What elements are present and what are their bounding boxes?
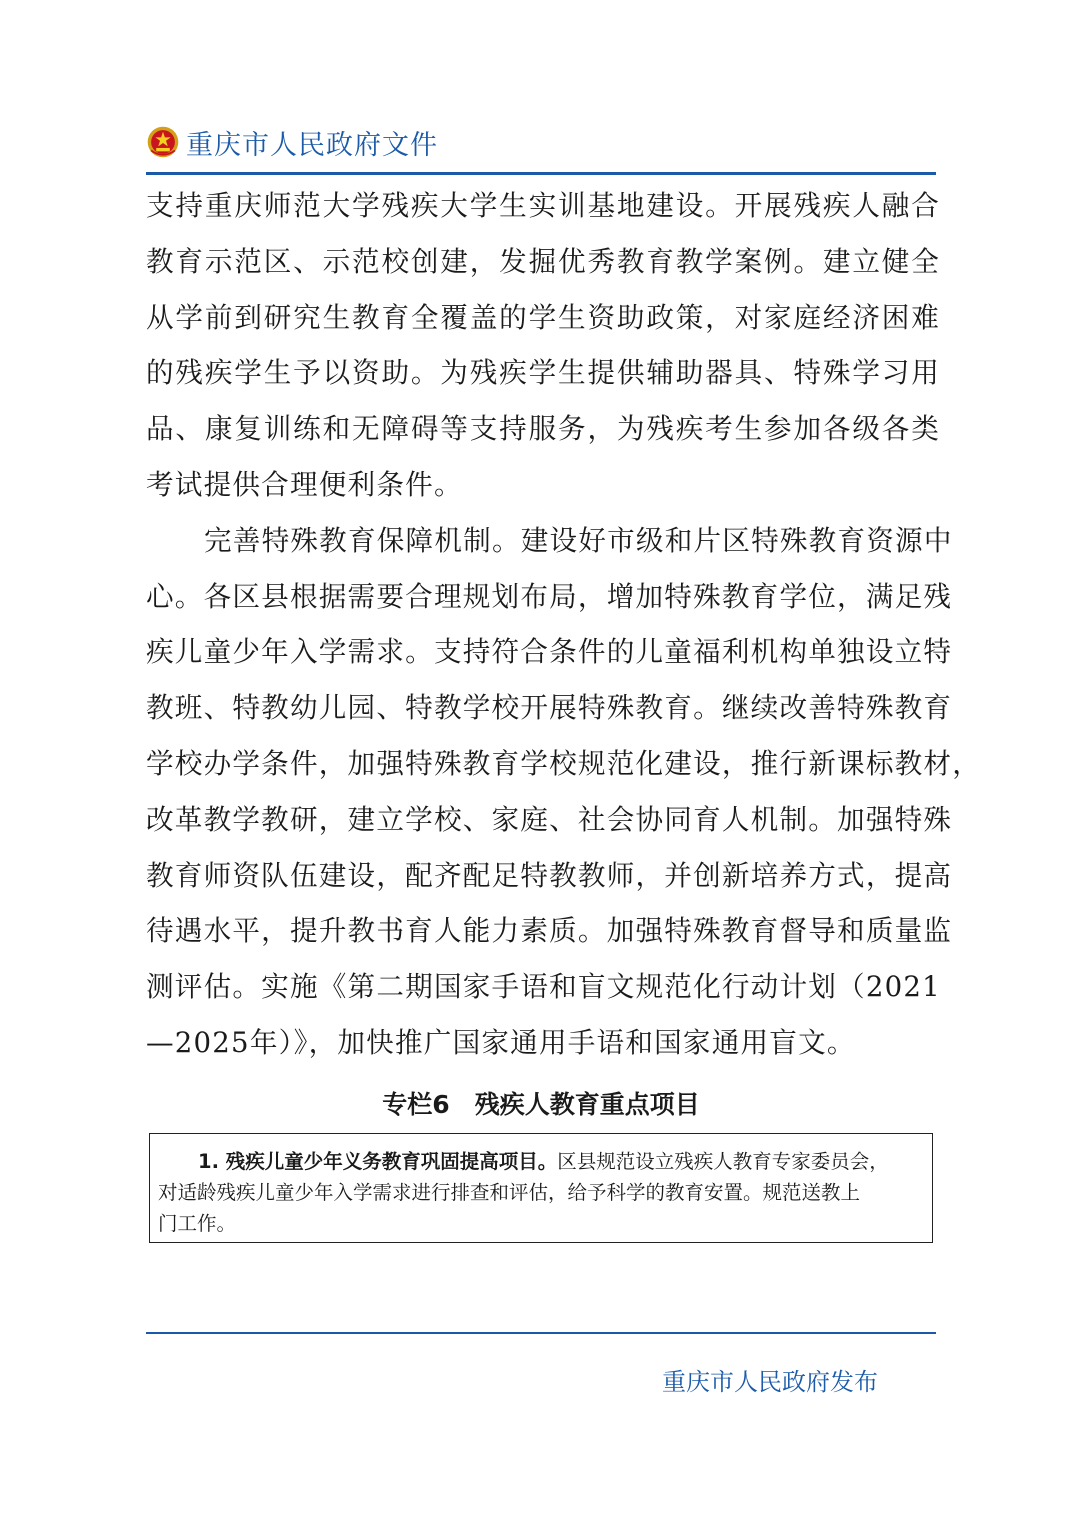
column-title: 专栏6 残疾人教育重点项目 [382,1090,700,1119]
document-body [146,178,982,1071]
document-header [146,122,438,162]
text-line: 疾儿童少年入学需求。支持符合条件的儿童福利机构单独设立特 [146,635,953,669]
text-line: 考试提供合理便利条件。 [146,467,463,501]
column-item-line: 对适龄残疾儿童少年入学需求进行排查和评估，给予科学的教育安置。规范送教上 [158,1181,861,1204]
header-title: 重庆市人民政府文件 [186,129,438,161]
text-line: 心。各区县根据需要合理规划布局，增加特殊教育学位，满足残 [146,579,953,613]
footer-rule [146,1332,936,1334]
paragraph-1 [146,178,940,513]
column-item-line [158,1146,926,1177]
text-line: 从学前到研究生教育全覆盖的学生资助政策，对家庭经济困难 [146,300,940,334]
column-item-lead: 1. 残疾儿童少年义务教育巩固提高项目。 [198,1150,558,1173]
text-line: 教育师资队伍建设，配齐配足特教教师，并创新培养方式，提高 [146,858,953,892]
text-line: 学校办学条件，加强特殊教育学校规范化建设，推行新课标教材， [146,746,982,780]
text-line: 教班、特教幼儿园、特教学校开展特殊教育。继续改善特殊教育 [146,691,953,725]
paragraph-2 [146,513,982,1071]
text-line: 品、康复训练和无障碍等支持服务，为残疾考生参加各级各类 [146,412,940,446]
column-box [149,1133,933,1243]
text-line: 的残疾学生予以资助。为残疾学生提供辅助器具、特殊学习用 [146,356,940,390]
footer-publisher: 重庆市人民政府发布 [662,1368,878,1396]
column-item-text: 区县规范设立残疾人教育专家委员会， [557,1150,889,1173]
national-emblem-icon [146,125,180,159]
text-line: 教育示范区、示范校创建，发掘优秀教育教学案例。建立健全 [146,244,940,278]
text-line: 待遇水平，提升教书育人能力素质。加强特殊教育督导和质量监 [146,914,953,948]
text-line: 完善特殊教育保障机制。建设好市级和片区特殊教育资源中 [204,523,953,557]
text-line: 改革教学教研，建立学校、家庭、社会协同育人机制。加强特殊 [146,802,953,836]
header-rule [146,172,936,175]
text-line: 支持重庆师范大学残疾大学生实训基地建设。开展残疾人融合 [146,189,940,222]
text-line: 测评估。实施《第二期国家手语和盲文规范化行动计划（2021 [146,970,941,1004]
column-item-line: 门工作。 [158,1212,237,1235]
text-line: —2025年）》，加快推广国家通用手语和国家通用盲文。 [146,1025,856,1059]
